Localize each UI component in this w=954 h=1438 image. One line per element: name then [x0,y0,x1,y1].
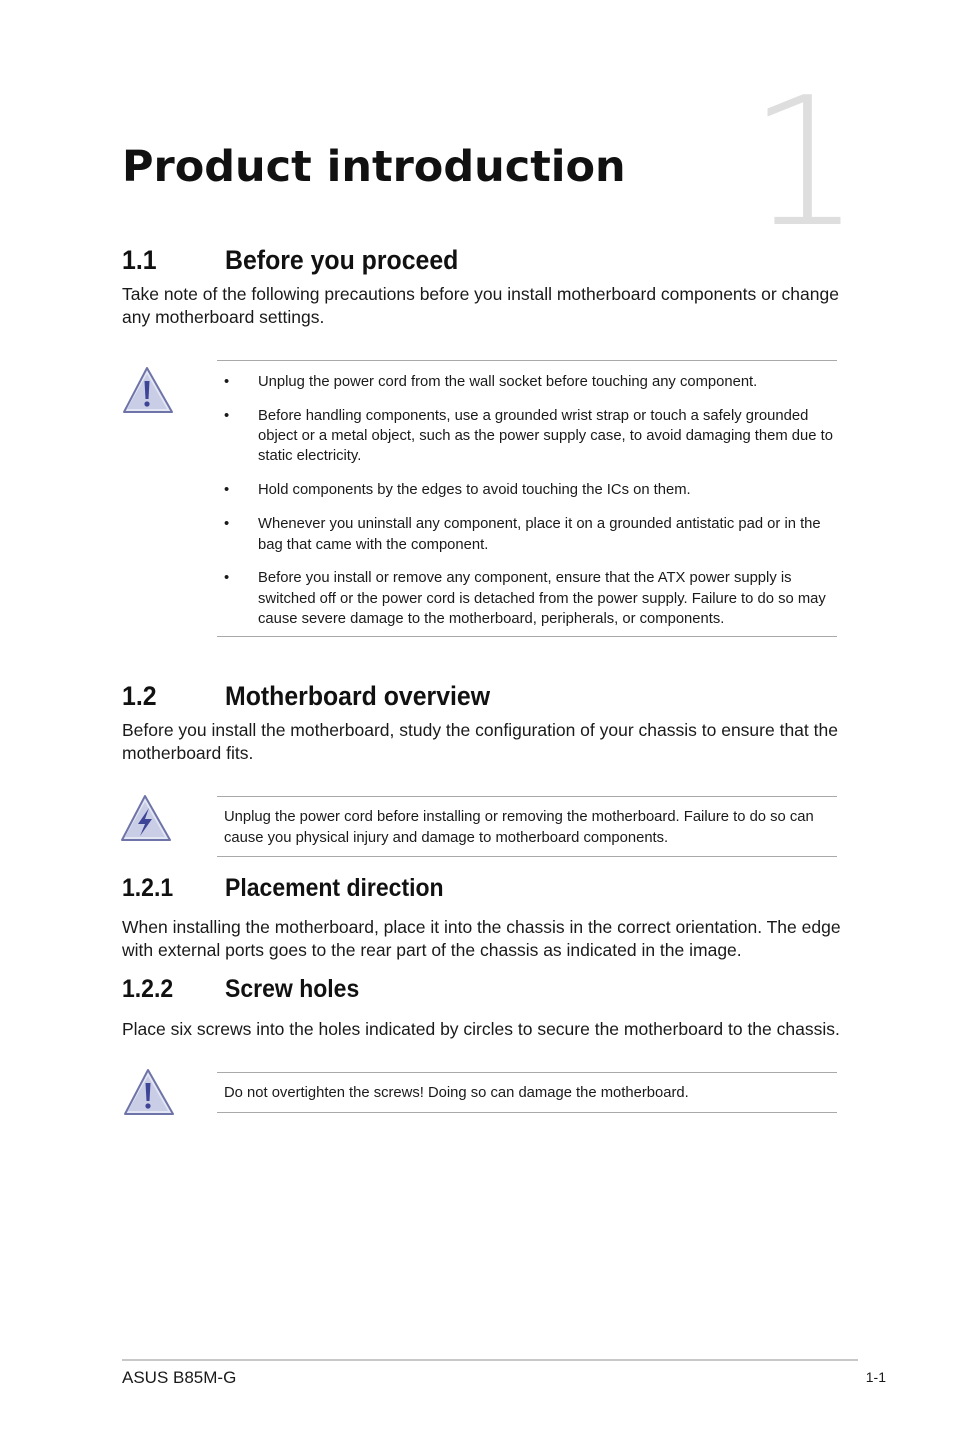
section-number: 1.2 [122,681,157,711]
list-item [224,514,836,555]
warning-lightning-icon [118,792,172,851]
note-bottom-rule [217,856,837,857]
list-item-text: Unplug the power cord from the wall socket before touching any component. [258,374,758,390]
bullet: • [224,482,230,499]
section-number: 1.2.1 [122,874,174,902]
section-text: Place six screws into the holes indicated by circles to secure the motherboard to the chassis. [122,1019,840,1039]
section-heading-1-2 [122,680,490,712]
list-item [224,480,836,500]
section-heading-1-1 [122,244,458,276]
caution-icon [121,1066,175,1125]
section-heading-1-2-1 [122,873,444,903]
section-number: 1.2.2 [122,975,174,1003]
chapter-title: Product introduction [122,142,626,192]
chapter-number: 1 [748,59,862,266]
note-top-rule [217,1072,837,1073]
note-top-rule [217,360,837,361]
bullet: • [224,570,230,587]
section-intro: Take note of the following precautions before you install motherboard components or change any motherboard settings. [122,284,839,327]
bullet: • [224,407,230,424]
footer-page-number: 1-1 [865,1369,886,1385]
caution-icon [120,364,174,423]
list-item-text: Before handling components, use a grounded wrist strap or touch a safely grounded object or a metal object, such as the power supply case, to avoid damaging them due to static electricity. [258,407,833,465]
section-intro: Before you install the motherboard, study the configuration of your chassis to ensure that the motherboard fits. [122,720,838,763]
section-title: Screw holes [225,975,360,1003]
list-item [224,406,836,467]
precautions-list [224,372,836,643]
footer-rule [122,1359,858,1361]
section-text: When installing the motherboard, place it into the chassis in the correct orientation. The edge with external ports goes to the rear part of the chassis as indicated in the image. [122,917,841,960]
warning-note: Unplug the power cord before installing or removing the motherboard. Failure to do so can cause you physical injury and damage to motherboard components. [224,809,814,846]
section-number: 1.1 [122,245,157,275]
section-title: Before you proceed [225,245,459,275]
bullet: • [224,516,230,533]
note-bottom-rule [217,636,837,637]
note-bottom-rule [217,1112,837,1113]
note-top-rule [217,796,837,797]
caution-note: Do not overtighten the screws! Doing so can damage the motherboard. [224,1085,689,1101]
section-title: Placement direction [225,874,444,902]
list-item-text: Before you install or remove any component, ensure that the ATX power supply is switched off or the power cord is detached from the power supply. Failure to do so may cause severe damage to the motherboard, peripherals, or components. [258,570,826,628]
section-heading-1-2-2 [122,974,359,1004]
list-item [224,372,836,392]
section-title: Motherboard overview [225,681,491,711]
list-item-text: Hold components by the edges to avoid touching the ICs on them. [258,482,691,499]
bullet: • [224,374,230,390]
list-item-text: Whenever you uninstall any component, place it on a grounded antistatic pad or in the bag that came with the component. [258,516,821,553]
footer-product-name: ASUS B85M-G [122,1368,237,1387]
list-item [224,568,836,629]
